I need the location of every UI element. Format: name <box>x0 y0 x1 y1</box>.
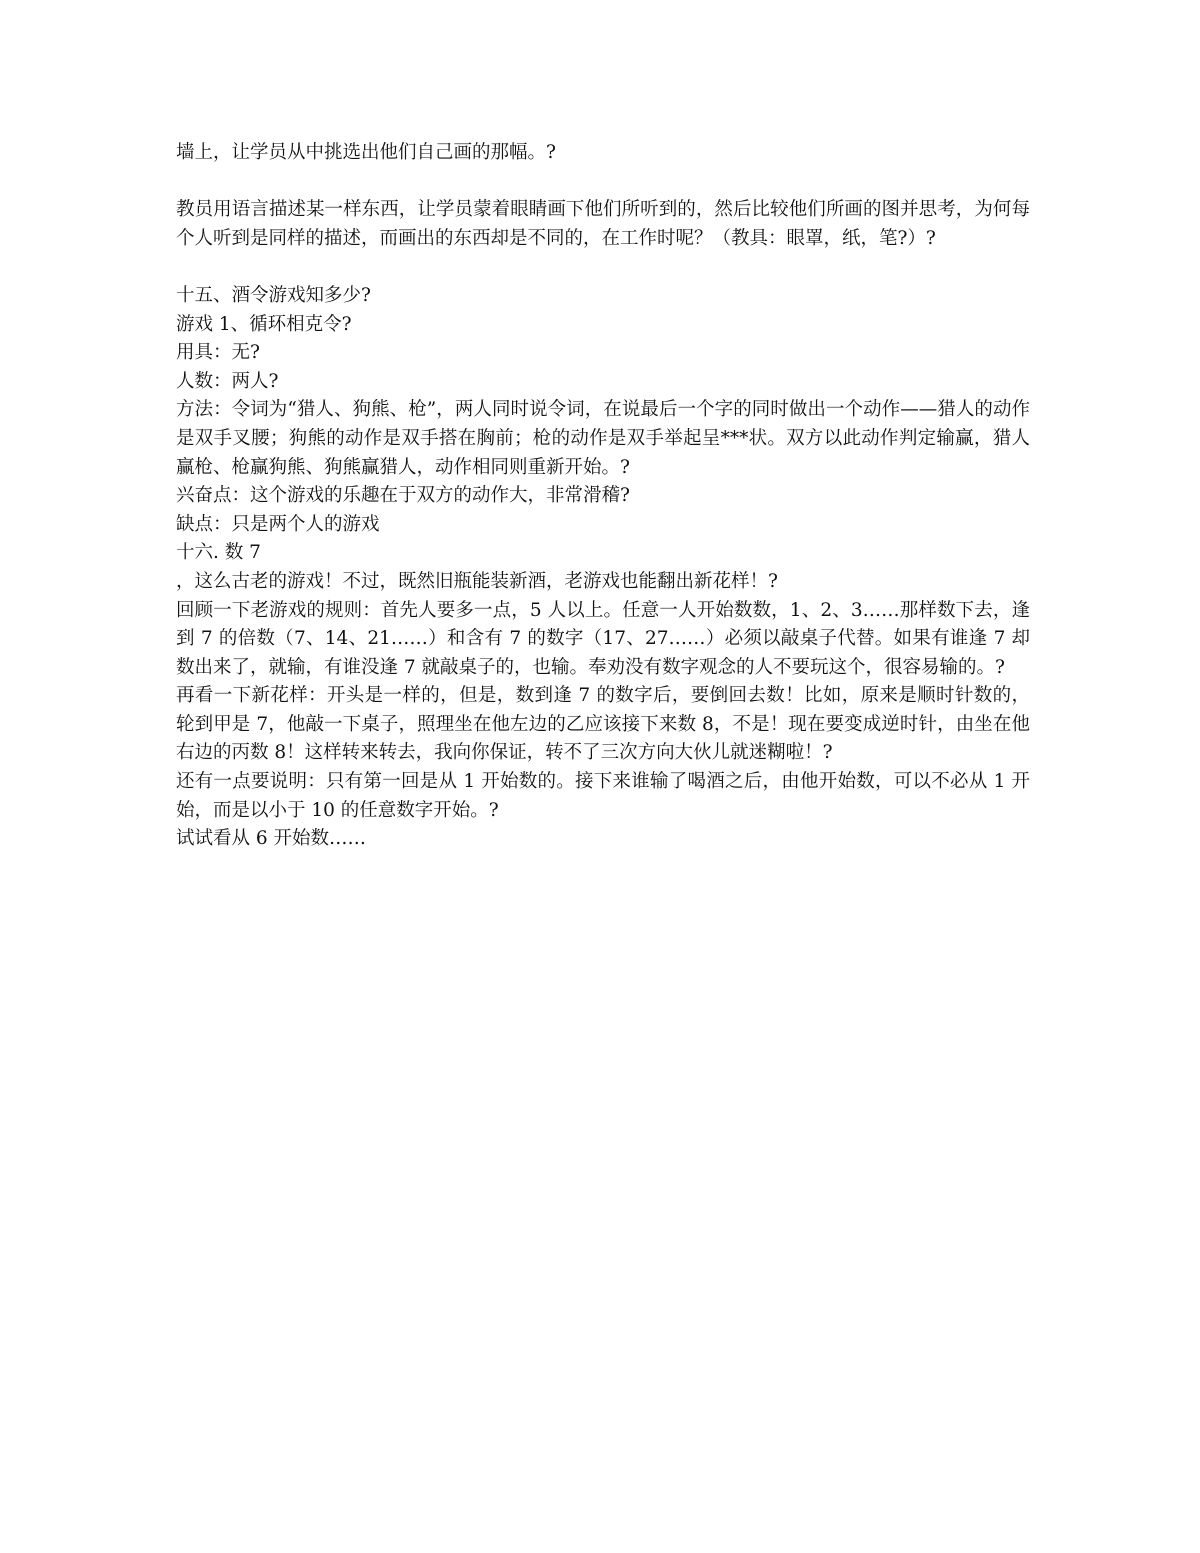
section-heading-count-seven: 十六. 数 7 <box>176 542 261 564</box>
paragraph-note: 还有一点要说明：只有第一回是从 1 开始数的。接下来谁输了喝酒之后，由他开始数，可以不必从 1 开始，而是以小于 10 的任意数字开始。? <box>176 771 1030 821</box>
section-heading-drinking-games: 十五、酒令游戏知多少? <box>176 284 371 306</box>
game-highlight: 兴奋点：这个游戏的乐趣在于双方的动作大，非常滑稽? <box>176 485 630 507</box>
game-method: 方法：令词为“猎人、狗熊、枪”，两人同时说令词，在说最后一个字的同时做出一个动作——猎人的动作是双手叉腰；狗熊的动作是双手搭在胸前；枪的动作是双手举起呈***状。双方以此动作判定输赢，猎人赢枪、枪赢狗熊、狗熊赢猎人，动作相同则重新开始。? <box>176 399 1030 478</box>
paragraph-drawing-wall: 墙上，让学员从中挑选出他们自己画的那幅。? <box>176 142 556 163</box>
paragraph-new-variant: 再看一下新花样：开头是一样的，但是，数到逢 7 的数字后，要倒回去数！比如，原来是顺时针数的，轮到甲是 7，他敲一下桌子，照理坐在他左边的乙应该接下来数 8，不是！现在要变成逆时针，由坐在他右边的丙数 8！这样转来转去，我向你保证，转不了三次方向大伙儿就迷糊啦！? <box>176 685 1030 764</box>
document-body <box>176 139 1030 854</box>
paragraph-old-rules: 回顾一下老游戏的规则：首先人要多一点，5 人以上。任意一人开始数数，1、2、3……那样数下去，逢到 7 的倍数（7、14、21……）和含有 7 的数字（17、27……）必须以敲桌子代替。如果有谁逢 7 却数出来了，就输，有谁没逢 7 就敲桌子的，也输。奉劝没有数字观念的人不要玩这个，很容易输的。? <box>176 599 1030 678</box>
game-players: 人数：两人? <box>176 370 279 392</box>
paragraph-intro-seven: ，这么古老的游戏！不过，既然旧瓶能装新酒，老游戏也能翻出新花样！? <box>176 570 778 592</box>
paragraph-try: 试试看从 6 开始数…… <box>176 828 367 850</box>
game-tools: 用具：无? <box>176 342 260 364</box>
paragraph-blindfold-drawing: 教员用语言描述某一样东西，让学员蒙着眼睛画下他们所听到的，然后比较他们所画的图并思考，为何每个人听到是同样的描述，而画出的东西却是不同的，在工作时呢？（教具：眼罩，纸，笔?）? <box>176 199 1030 249</box>
game-title-cycle: 游戏 1、循环相克令? <box>176 313 352 335</box>
game-drawback: 缺点：只是两个人的游戏 <box>176 513 380 535</box>
